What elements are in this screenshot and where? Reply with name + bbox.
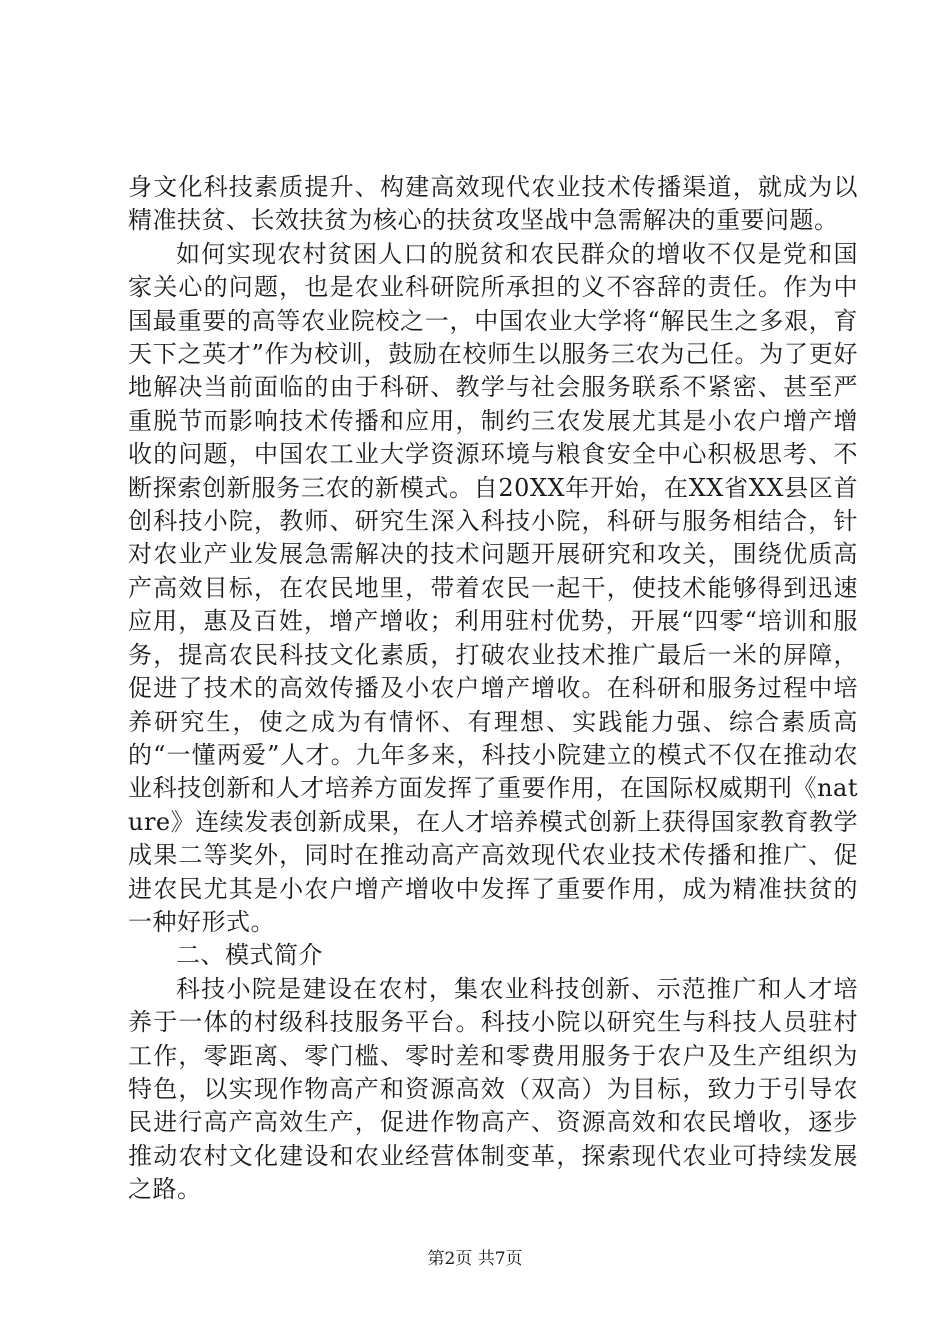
document-body [128, 171, 858, 1207]
paragraph-2: 如何实现农村贫困人口的脱贫和农民群众的增收不仅是党和国家关心的问题，也是农业科研院所承担的义不容辞的责任。作为中国最重要的高等农业院校之一，中国农业大学将“解民生之多艰，育天下之英才”作为校训，鼓励在校师生以服务三农为己任。为了更好地解决当前面临的由于科研、教学与社会服务联系不紧密、甚至严重脱节而影响技术传播和应用，制约三农发展尤其是小农户增产增收的问题，中国农工业大学资源环境与粮食安全中心积极思考、不断探索创新服务三农的新模式。自20XX年开始，在XX省XX县区首创科技小院，教师、研究生深入科技小院，科研与服务相结合，针对农业产业发展急需解决的技术问题开展研究和攻关，围绕优质高产高效目标，在农民地里，带着农民一起干，使技术能够得到迅速应用，惠及百姓，增产增收；利用驻村优势，开展“四零“培训和服务，提高农民科技文化素质，打破农业技术推广最后一米的屏障，促进了技术的高效传播及小农户增产增收。在科研和服务过程中培养研究生，使之成为有情怀、有理想、实践能力强、综合素质高的“一懂两爱”人才。九年多来，科技小院建立的模式不仅在推动农业科技创新和人才培养方面发挥了重要作用，在国际权威期刊《nature》连续发表创新成果，在人才培养模式创新上获得国家教育教学成果二等奖外，同时在推动高产高效现代农业技术传播和推广、促进农民尤其是小农户增产增收中发挥了重要作用，成为精准扶贫的一种好形式。 [128, 239, 858, 936]
page-number-footer: 第2页 共7页 [427, 1249, 523, 1269]
paragraph-1: 身文化科技素质提升、构建高效现代农业技术传播渠道，就成为以精准扶贫、长效扶贫为核心的扶贫攻坚战中急需解决的重要问题。 [128, 173, 858, 235]
section-heading: 二、模式简介 [176, 941, 323, 970]
paragraph-3: 科技小院是建设在农村，集农业科技创新、示范推广和人才培养于一体的村级科技服务平台。科技小院以研究生与科技人员驻村工作，零距离、零门槛、零时差和零费用服务于农户及生产组织为特色，以实现作物高产和资源高效（双高）为目标，致力于引导农民进行高产高效生产，促进作物高产、资源高效和农民增收，逐步推动农村文化建设和农业经营体制变革，探索现代农业可持续发展之路。 [128, 974, 858, 1204]
